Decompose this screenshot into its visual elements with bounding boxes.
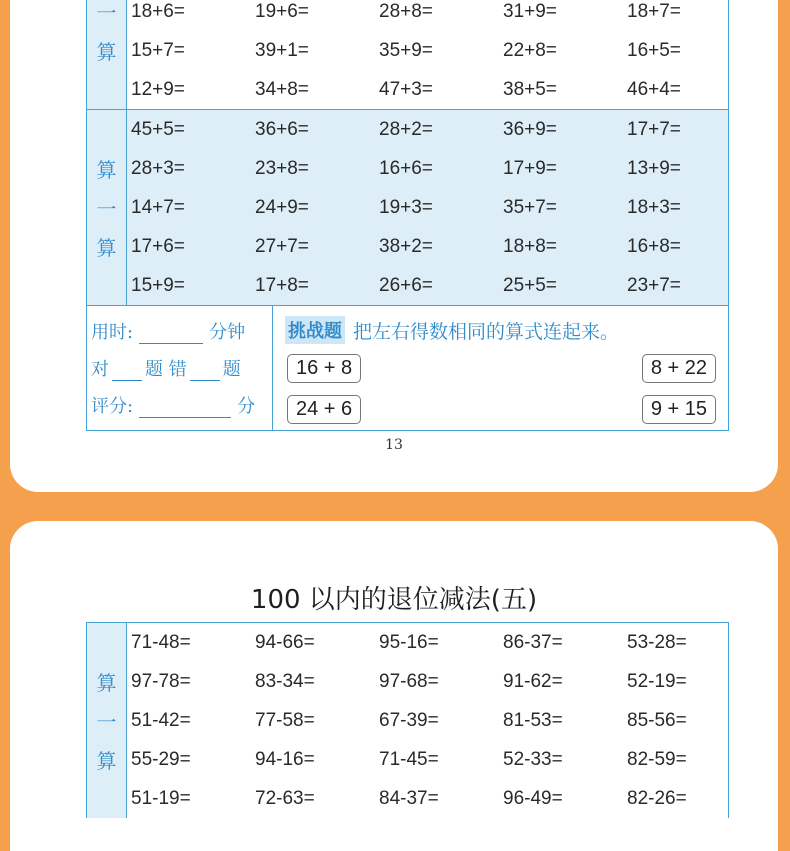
problem-cell: 23+7= (627, 274, 681, 296)
problem-cell: 15+7= (131, 39, 185, 61)
problem-row (127, 701, 747, 740)
problem-cell: 14+7= (131, 196, 185, 218)
problem-cell: 28+8= (379, 0, 433, 22)
problem-cell: 83-34= (255, 670, 315, 692)
problem-cell: 67-39= (379, 709, 439, 731)
problem-cell: 38+5= (503, 78, 557, 100)
problem-row (127, 740, 747, 779)
worksheet-footer (87, 305, 728, 430)
problem-cell: 36+9= (503, 118, 557, 140)
challenge-badge: 挑战题 (285, 316, 345, 344)
time-prefix: 用时: (91, 321, 134, 343)
problem-cell: 52-33= (503, 748, 563, 770)
correct-mid: 题 错 (145, 358, 187, 380)
problem-cell: 71-48= (131, 631, 191, 653)
side-label: 算 (96, 158, 117, 182)
problem-cell: 18+8= (503, 235, 557, 257)
problem-row (127, 779, 747, 818)
side-label: 算 (96, 749, 117, 773)
time-line (87, 318, 272, 344)
problem-cell: 71-45= (379, 748, 439, 770)
problem-cell: 18+7= (627, 0, 681, 22)
problem-row (127, 31, 747, 70)
problem-cell: 45+5= (131, 118, 185, 140)
section-title: 100 以内的退位减法(五) (250, 585, 538, 615)
problem-cell: 81-53= (503, 709, 563, 731)
problem-row (127, 266, 747, 305)
side-label (87, 110, 126, 149)
problem-cell: 18+6= (131, 0, 185, 22)
worksheet-table-top (86, 0, 729, 431)
problem-cell: 22+8= (503, 39, 557, 61)
problem-cell: 15+9= (131, 274, 185, 296)
problem-cell: 39+1= (255, 39, 309, 61)
problem-cell: 82-26= (627, 787, 687, 809)
problem-cell: 28+3= (131, 157, 185, 179)
problem-cell: 34+8= (255, 78, 309, 100)
problem-cell: 55-29= (131, 748, 191, 770)
problem-cell: 27+7= (255, 235, 309, 257)
problem-cell: 51-19= (131, 787, 191, 809)
worksheet-card-bottom (10, 521, 778, 851)
correct-prefix: 对 (91, 358, 109, 380)
problem-cell: 28+2= (379, 118, 433, 140)
block-1-label-column (87, 0, 127, 109)
block-2-label-column (87, 110, 127, 305)
challenge-text: 把左右得数相同的算式连起来。 (353, 320, 620, 343)
problem-cell: 97-68= (379, 670, 439, 692)
problem-row (127, 0, 747, 31)
problem-cell: 94-66= (255, 631, 315, 653)
problem-row (127, 188, 747, 227)
left-expression-chip[interactable]: 16 + 8 (287, 354, 361, 383)
problem-cell: 35+7= (503, 196, 557, 218)
problem-cell: 16+5= (627, 39, 681, 61)
score-line (87, 392, 272, 418)
problem-row (127, 623, 747, 662)
page-number: 13 (385, 437, 403, 453)
problem-cell: 13+9= (627, 157, 681, 179)
problem-cell: 17+8= (255, 274, 309, 296)
challenge-panel (273, 306, 728, 430)
problem-cell: 19+6= (255, 0, 309, 22)
side-label: 算 (96, 236, 117, 260)
problem-cell: 97-78= (131, 670, 191, 692)
left-expression-chip[interactable]: 24 + 6 (287, 395, 361, 424)
problem-cell: 36+6= (255, 118, 309, 140)
correct-count-blank[interactable] (112, 362, 142, 381)
side-label (87, 70, 126, 109)
side-label: 一 (96, 1, 117, 25)
problem-cell: 12+9= (131, 78, 185, 100)
score-blank[interactable] (139, 399, 231, 418)
problem-cell: 35+9= (379, 39, 433, 61)
block-3-label-column (87, 623, 127, 818)
problem-cell: 85-56= (627, 709, 687, 731)
problem-cell: 24+9= (255, 196, 309, 218)
problem-cell: 17+6= (131, 235, 185, 257)
side-label: 算 (96, 671, 117, 695)
problem-cell: 91-62= (503, 670, 563, 692)
time-suffix: 分钟 (209, 321, 246, 343)
problem-cell: 51-42= (131, 709, 191, 731)
problem-cell: 17+7= (627, 118, 681, 140)
problem-cell: 16+8= (627, 235, 681, 257)
exercise-block-1 (87, 0, 728, 109)
exercise-block-3 (87, 623, 728, 818)
problem-cell: 31+9= (503, 0, 557, 22)
problem-cell: 46+4= (627, 78, 681, 100)
score-suffix: 分 (237, 396, 256, 418)
problem-cell: 95-16= (379, 631, 439, 653)
right-expression-chip[interactable]: 9 + 15 (642, 395, 716, 424)
problem-cell: 25+5= (503, 274, 557, 296)
score-prefix: 评分: (91, 396, 134, 418)
wrong-count-blank[interactable] (190, 362, 220, 381)
problem-cell: 86-37= (503, 631, 563, 653)
side-label (87, 623, 126, 662)
problem-cell: 18+3= (627, 196, 681, 218)
problem-cell: 53-28= (627, 631, 687, 653)
problem-cell: 23+8= (255, 157, 309, 179)
problem-row (127, 662, 747, 701)
exercise-block-2 (87, 109, 728, 305)
problem-cell: 17+9= (503, 157, 557, 179)
problem-cell: 47+3= (379, 78, 433, 100)
problem-row (127, 110, 747, 149)
challenge-instruction (285, 316, 619, 344)
problem-cell: 19+3= (379, 196, 433, 218)
problem-row (127, 227, 747, 266)
problem-cell: 16+6= (379, 157, 433, 179)
right-expression-chip[interactable]: 8 + 22 (642, 354, 716, 383)
problem-cell: 38+2= (379, 235, 433, 257)
problem-cell: 72-63= (255, 787, 315, 809)
problem-cell: 26+6= (379, 274, 433, 296)
correct-suffix: 题 (222, 358, 241, 380)
problem-row (127, 70, 747, 109)
problem-cell: 52-19= (627, 670, 687, 692)
worksheet-card-top (10, 0, 778, 492)
side-label (87, 266, 126, 305)
problem-cell: 82-59= (627, 748, 687, 770)
side-label: 算 (96, 40, 117, 64)
problem-cell: 77-58= (255, 709, 315, 731)
worksheet-table-bottom (86, 622, 729, 818)
side-label (87, 779, 126, 818)
side-label: 一 (96, 710, 117, 734)
correct-wrong-line (87, 355, 272, 381)
problem-cell: 84-37= (379, 787, 439, 809)
problem-row (127, 149, 747, 188)
time-blank[interactable] (139, 325, 203, 344)
problem-cell: 94-16= (255, 748, 315, 770)
score-panel (87, 306, 273, 430)
problem-cell: 96-49= (503, 787, 563, 809)
side-label: 一 (96, 197, 117, 221)
